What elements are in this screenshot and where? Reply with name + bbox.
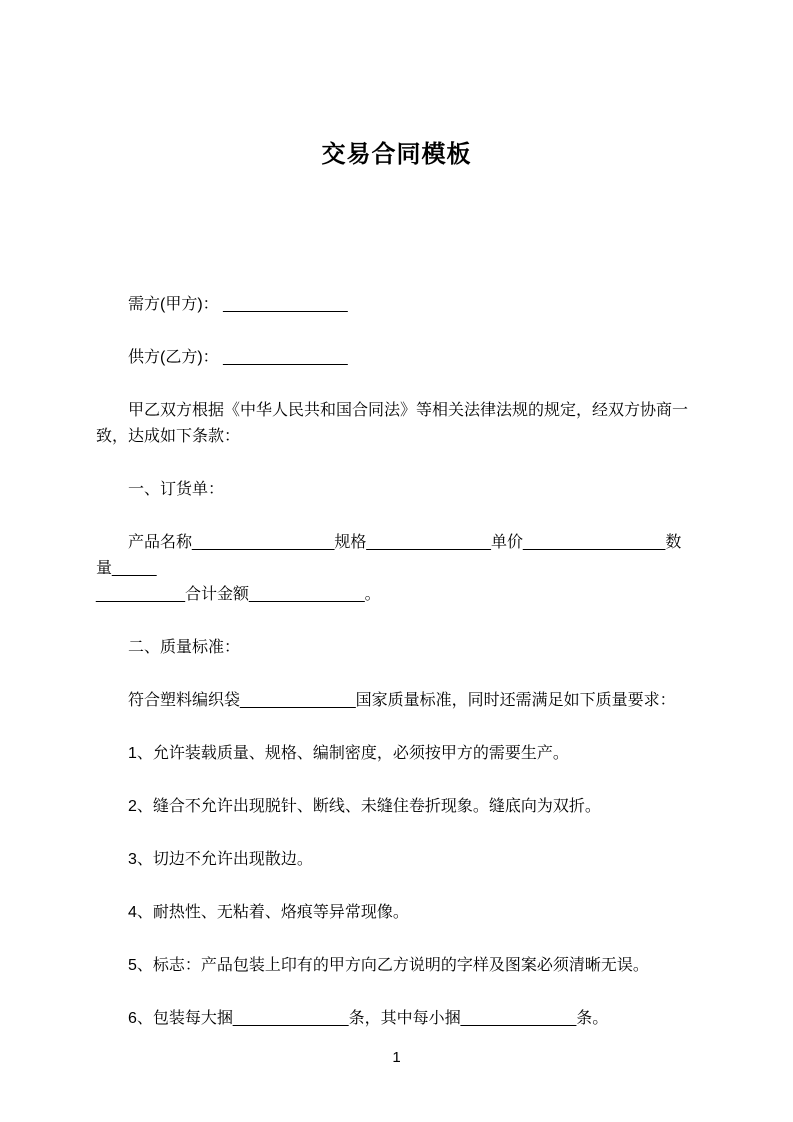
document-title: 交易合同模板 [321, 141, 472, 168]
quality-item-1-paragraph [96, 741, 697, 767]
order-form-paragraph [96, 530, 697, 608]
quality-intro-line: 符合塑料编织袋_____________国家质量标准，同时还需满足如下质量要求： [128, 692, 676, 709]
section-2-heading-paragraph [96, 635, 697, 661]
quality-item-3: 3、切边不允许出现散边。 [128, 851, 313, 868]
quality-item-4: 4、耐热性、无粘着、烙痕等异常现像。 [128, 904, 409, 921]
section-2-heading: 二、质量标准： [128, 639, 241, 656]
quality-item-2: 2、缝合不允许出现脱针、断线、未缝住卷折现象。缝底向为双折。 [128, 798, 601, 815]
section-1-heading-paragraph [96, 477, 697, 503]
quality-item-6-paragraph [96, 1006, 697, 1032]
quality-item-4-paragraph [96, 900, 697, 926]
quality-item-1: 1、允许装载质量、规格、编制密度，必须按甲方的需要生产。 [128, 745, 569, 762]
party-a-line: 需方(甲方)： ______________ [128, 296, 348, 313]
section-1-heading: 一、订货单： [128, 481, 225, 498]
intro-paragraph [96, 398, 697, 450]
quality-item-2-paragraph [96, 794, 697, 820]
party-b-line: 供方(乙方)： ______________ [128, 349, 348, 366]
party-b-paragraph [96, 345, 697, 371]
intro-line-1: 甲乙双方根据《中华人民共和国合同法》等相关法律法规的规定，经双方协商一 [128, 402, 689, 419]
party-a-paragraph [96, 292, 697, 318]
intro-line-2: 致，达成如下条款： [96, 428, 241, 445]
quality-item-6: 6、包装每大捆_____________条，其中每小捆_____________条。 [128, 1010, 609, 1027]
quality-item-5-paragraph [96, 953, 697, 979]
quality-item-3-paragraph [96, 847, 697, 873]
quality-item-5: 5、标志：产品包装上印有的甲方向乙方说明的字样及图案必须清晰无误。 [128, 957, 649, 974]
order-form-line-1: 产品名称________________规格______________单价________________数量_____ [96, 534, 682, 577]
order-form-line-2: __________合计金额_____________。 [96, 586, 381, 603]
page-number: 1 [392, 1049, 401, 1066]
quality-intro-paragraph [96, 688, 697, 714]
